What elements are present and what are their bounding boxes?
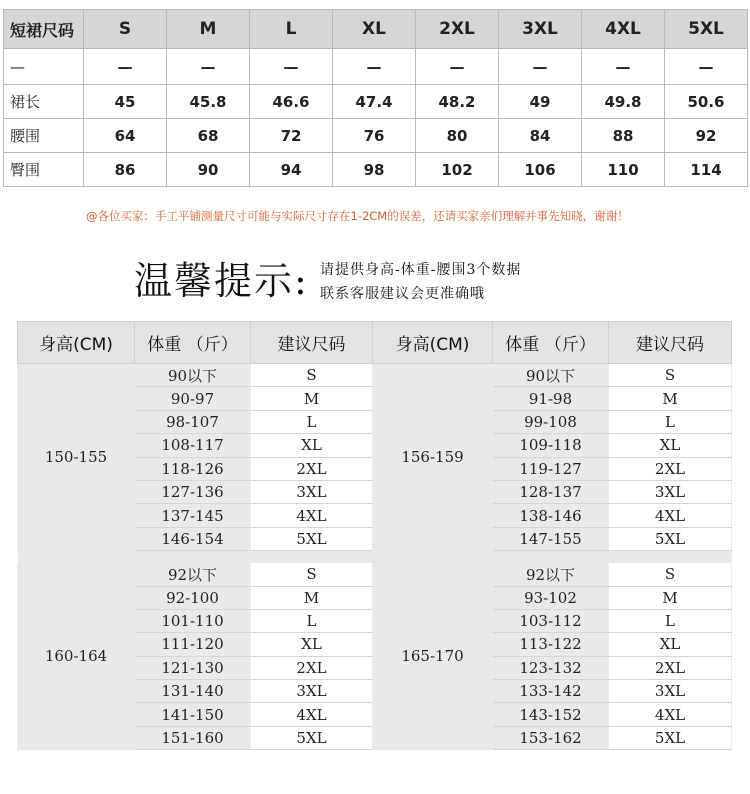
measurement-label: 臀围 <box>4 153 84 187</box>
recommendation-header-row <box>18 322 732 364</box>
weight-range: 111-120 <box>135 633 251 656</box>
suggested-size: S <box>251 563 373 586</box>
measurement-value: 86 <box>84 153 167 187</box>
height-range: 156-159 <box>373 364 493 551</box>
weight-range: 118-126 <box>135 457 251 480</box>
suggested-size: 3XL <box>609 680 732 703</box>
suggested-size: M <box>609 586 732 609</box>
measurement-value: 84 <box>499 119 582 153</box>
size-header-cell: 4XL <box>582 10 665 49</box>
size-chart-header-row <box>4 10 748 49</box>
measurement-label: — <box>4 49 84 85</box>
suggested-size: XL <box>251 434 373 457</box>
size-header: 建议尺码 <box>609 322 732 364</box>
measurement-value: 45 <box>84 85 167 119</box>
measurement-value: — <box>416 49 499 85</box>
measurement-value: 114 <box>665 153 748 187</box>
measurement-value: 48.2 <box>416 85 499 119</box>
size-header-cell: M <box>167 10 250 49</box>
height-header: 身高(CM) <box>373 322 493 364</box>
weight-range: 92-100 <box>135 586 251 609</box>
weight-range: 90-97 <box>135 387 251 410</box>
weight-range: 91-98 <box>493 387 609 410</box>
recommendation-row <box>18 563 732 586</box>
size-header: 建议尺码 <box>251 322 373 364</box>
suggested-size: 3XL <box>251 680 373 703</box>
suggested-size: 4XL <box>251 504 373 527</box>
measurement-value: 46.6 <box>250 85 333 119</box>
size-chart-row <box>4 119 748 153</box>
suggested-size: 2XL <box>609 457 732 480</box>
suggested-size: 5XL <box>609 527 732 550</box>
weight-range: 99-108 <box>493 410 609 433</box>
weight-range: 127-136 <box>135 480 251 503</box>
tip-line: 联系客服建议会更准确哦 <box>320 286 485 302</box>
weight-header: 体重 （斤） <box>493 322 609 364</box>
measurement-value: 49.8 <box>582 85 665 119</box>
weight-range: 103-112 <box>493 609 609 632</box>
suggested-size: S <box>609 364 732 387</box>
height-range: 160-164 <box>18 563 135 750</box>
size-header-cell: L <box>250 10 333 49</box>
size-header-cell: 3XL <box>499 10 582 49</box>
suggested-size: S <box>251 364 373 387</box>
weight-range: 119-127 <box>493 457 609 480</box>
measurement-value: 47.4 <box>333 85 416 119</box>
size-chart-row <box>4 85 748 119</box>
weight-range: 108-117 <box>135 434 251 457</box>
measurement-value: 92 <box>665 119 748 153</box>
weight-range: 146-154 <box>135 527 251 550</box>
measurement-value: 90 <box>167 153 250 187</box>
suggested-size: L <box>609 609 732 632</box>
suggested-size: 4XL <box>251 703 373 726</box>
size-chart-row <box>4 49 748 85</box>
suggested-size: XL <box>609 434 732 457</box>
measurement-value: — <box>333 49 416 85</box>
measurement-value: — <box>582 49 665 85</box>
measurement-value: 102 <box>416 153 499 187</box>
measurement-value: — <box>250 49 333 85</box>
suggested-size: 4XL <box>609 504 732 527</box>
recommendation-row <box>18 364 732 387</box>
weight-range: 92以下 <box>493 563 609 586</box>
size-header-cell: XL <box>333 10 416 49</box>
measurement-value: 68 <box>167 119 250 153</box>
weight-range: 90以下 <box>135 364 251 387</box>
tip-text <box>320 258 521 306</box>
suggested-size: XL <box>251 633 373 656</box>
measurement-value: 106 <box>499 153 582 187</box>
size-header-cell: 2XL <box>416 10 499 49</box>
suggested-size: M <box>251 586 373 609</box>
weight-range: 93-102 <box>493 586 609 609</box>
suggested-size: S <box>609 563 732 586</box>
weight-range: 141-150 <box>135 703 251 726</box>
weight-range: 123-132 <box>493 656 609 679</box>
weight-range: 151-160 <box>135 726 251 749</box>
measurement-value: — <box>84 49 167 85</box>
weight-range: 109-118 <box>493 434 609 457</box>
size-header-cell: S <box>84 10 167 49</box>
weight-range: 92以下 <box>135 563 251 586</box>
measurement-label: 裙长 <box>4 85 84 119</box>
suggested-size: L <box>251 410 373 433</box>
suggested-size: 5XL <box>609 726 732 749</box>
weight-range: 98-107 <box>135 410 251 433</box>
weight-range: 121-130 <box>135 656 251 679</box>
tip-title: 温馨提示: <box>134 259 309 303</box>
suggested-size: M <box>609 387 732 410</box>
suggested-size: 5XL <box>251 527 373 550</box>
suggested-size: L <box>251 609 373 632</box>
suggested-size: 3XL <box>609 480 732 503</box>
measurement-value: 64 <box>84 119 167 153</box>
measurement-notice: @各位买家：手工平铺测量尺寸可能与实际尺寸存在1-2CM的误差，还请买家亲们理解并事先知晓，谢谢！ <box>86 209 629 223</box>
block-separator <box>18 551 732 564</box>
suggested-size: L <box>609 410 732 433</box>
measurement-value: 45.8 <box>167 85 250 119</box>
height-header: 身高(CM) <box>18 322 135 364</box>
tip-line: 请提供身高-体重-腰围3个数据 <box>320 262 522 278</box>
weight-header: 体重 （斤） <box>135 322 251 364</box>
size-header-cell: 5XL <box>665 10 748 49</box>
measurement-value: 80 <box>416 119 499 153</box>
measurement-value: — <box>499 49 582 85</box>
measurement-value: 50.6 <box>665 85 748 119</box>
weight-range: 143-152 <box>493 703 609 726</box>
weight-range: 137-145 <box>135 504 251 527</box>
weight-range: 133-142 <box>493 680 609 703</box>
measurement-value: — <box>167 49 250 85</box>
measurement-value: 110 <box>582 153 665 187</box>
measurement-value: 94 <box>250 153 333 187</box>
measurement-value: 72 <box>250 119 333 153</box>
suggested-size: 2XL <box>609 656 732 679</box>
size-chart-header-label: 短裙尺码 <box>4 10 84 49</box>
size-chart-row <box>4 153 748 187</box>
suggested-size: 5XL <box>251 726 373 749</box>
weight-range: 153-162 <box>493 726 609 749</box>
weight-range: 131-140 <box>135 680 251 703</box>
measurement-value: 76 <box>333 119 416 153</box>
suggested-size: 3XL <box>251 480 373 503</box>
weight-range: 90以下 <box>493 364 609 387</box>
measurement-value: — <box>665 49 748 85</box>
weight-range: 128-137 <box>493 480 609 503</box>
suggested-size: 2XL <box>251 656 373 679</box>
size-recommendation-table <box>17 321 732 750</box>
measurement-value: 49 <box>499 85 582 119</box>
measurement-value: 98 <box>333 153 416 187</box>
suggested-size: 2XL <box>251 457 373 480</box>
height-range: 150-155 <box>18 364 135 551</box>
suggested-size: M <box>251 387 373 410</box>
weight-range: 113-122 <box>493 633 609 656</box>
size-chart-table <box>3 9 748 187</box>
measurement-label: 腰围 <box>4 119 84 153</box>
weight-range: 147-155 <box>493 527 609 550</box>
measurement-value: 88 <box>582 119 665 153</box>
suggested-size: 4XL <box>609 703 732 726</box>
suggested-size: XL <box>609 633 732 656</box>
weight-range: 101-110 <box>135 609 251 632</box>
weight-range: 138-146 <box>493 504 609 527</box>
height-range: 165-170 <box>373 563 493 750</box>
